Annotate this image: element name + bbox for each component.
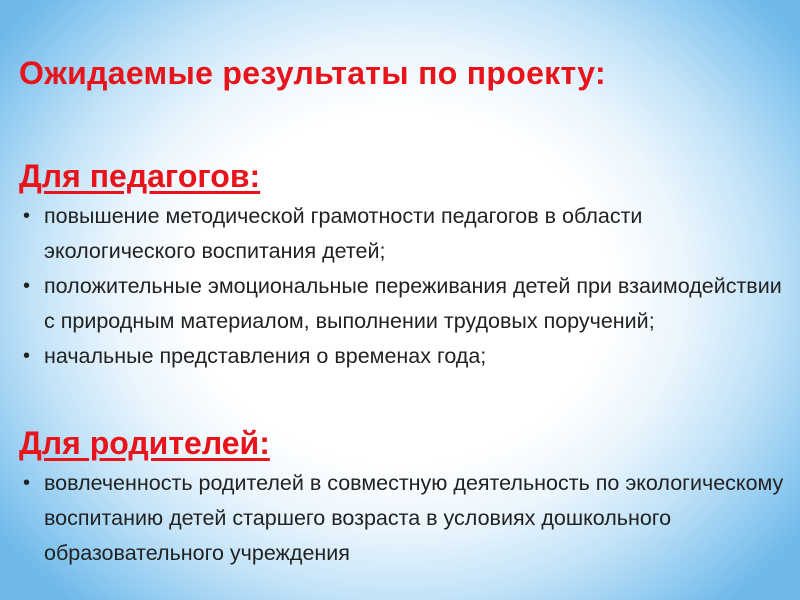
bullet-list-teachers bbox=[19, 199, 789, 374]
bullet-item bbox=[19, 199, 789, 269]
section-heading-teachers: Для педагогов: bbox=[19, 158, 261, 194]
bullet-text: положительные эмоциональные переживания детей при взаимодействии с природным материалом, выполнении трудовых поручений; bbox=[44, 274, 782, 333]
bullet-icon: • bbox=[23, 472, 31, 494]
bullet-icon: • bbox=[23, 275, 31, 297]
slide-title: Ожидаемые результаты по проекту: bbox=[19, 55, 606, 91]
bullet-item bbox=[19, 339, 789, 374]
bullet-list-parents bbox=[19, 466, 789, 571]
bullet-icon: • bbox=[23, 205, 31, 227]
section-for-parents bbox=[19, 420, 789, 571]
section-for-teachers bbox=[19, 153, 789, 374]
bullet-icon: • bbox=[23, 345, 31, 367]
bullet-text: вовлеченность родителей в совместную деятельность по экологическому воспитанию детей старшего возраста в условиях дошкольного образовательного учреждения bbox=[44, 471, 784, 565]
bullet-item bbox=[19, 269, 789, 339]
bullet-text: начальные представления о временах года; bbox=[44, 344, 487, 368]
bullet-text: повышение методической грамотности педагогов в области экологического воспитания детей; bbox=[44, 204, 643, 263]
section-heading-parents: Для родителей: bbox=[19, 425, 270, 461]
bullet-item bbox=[19, 466, 789, 571]
